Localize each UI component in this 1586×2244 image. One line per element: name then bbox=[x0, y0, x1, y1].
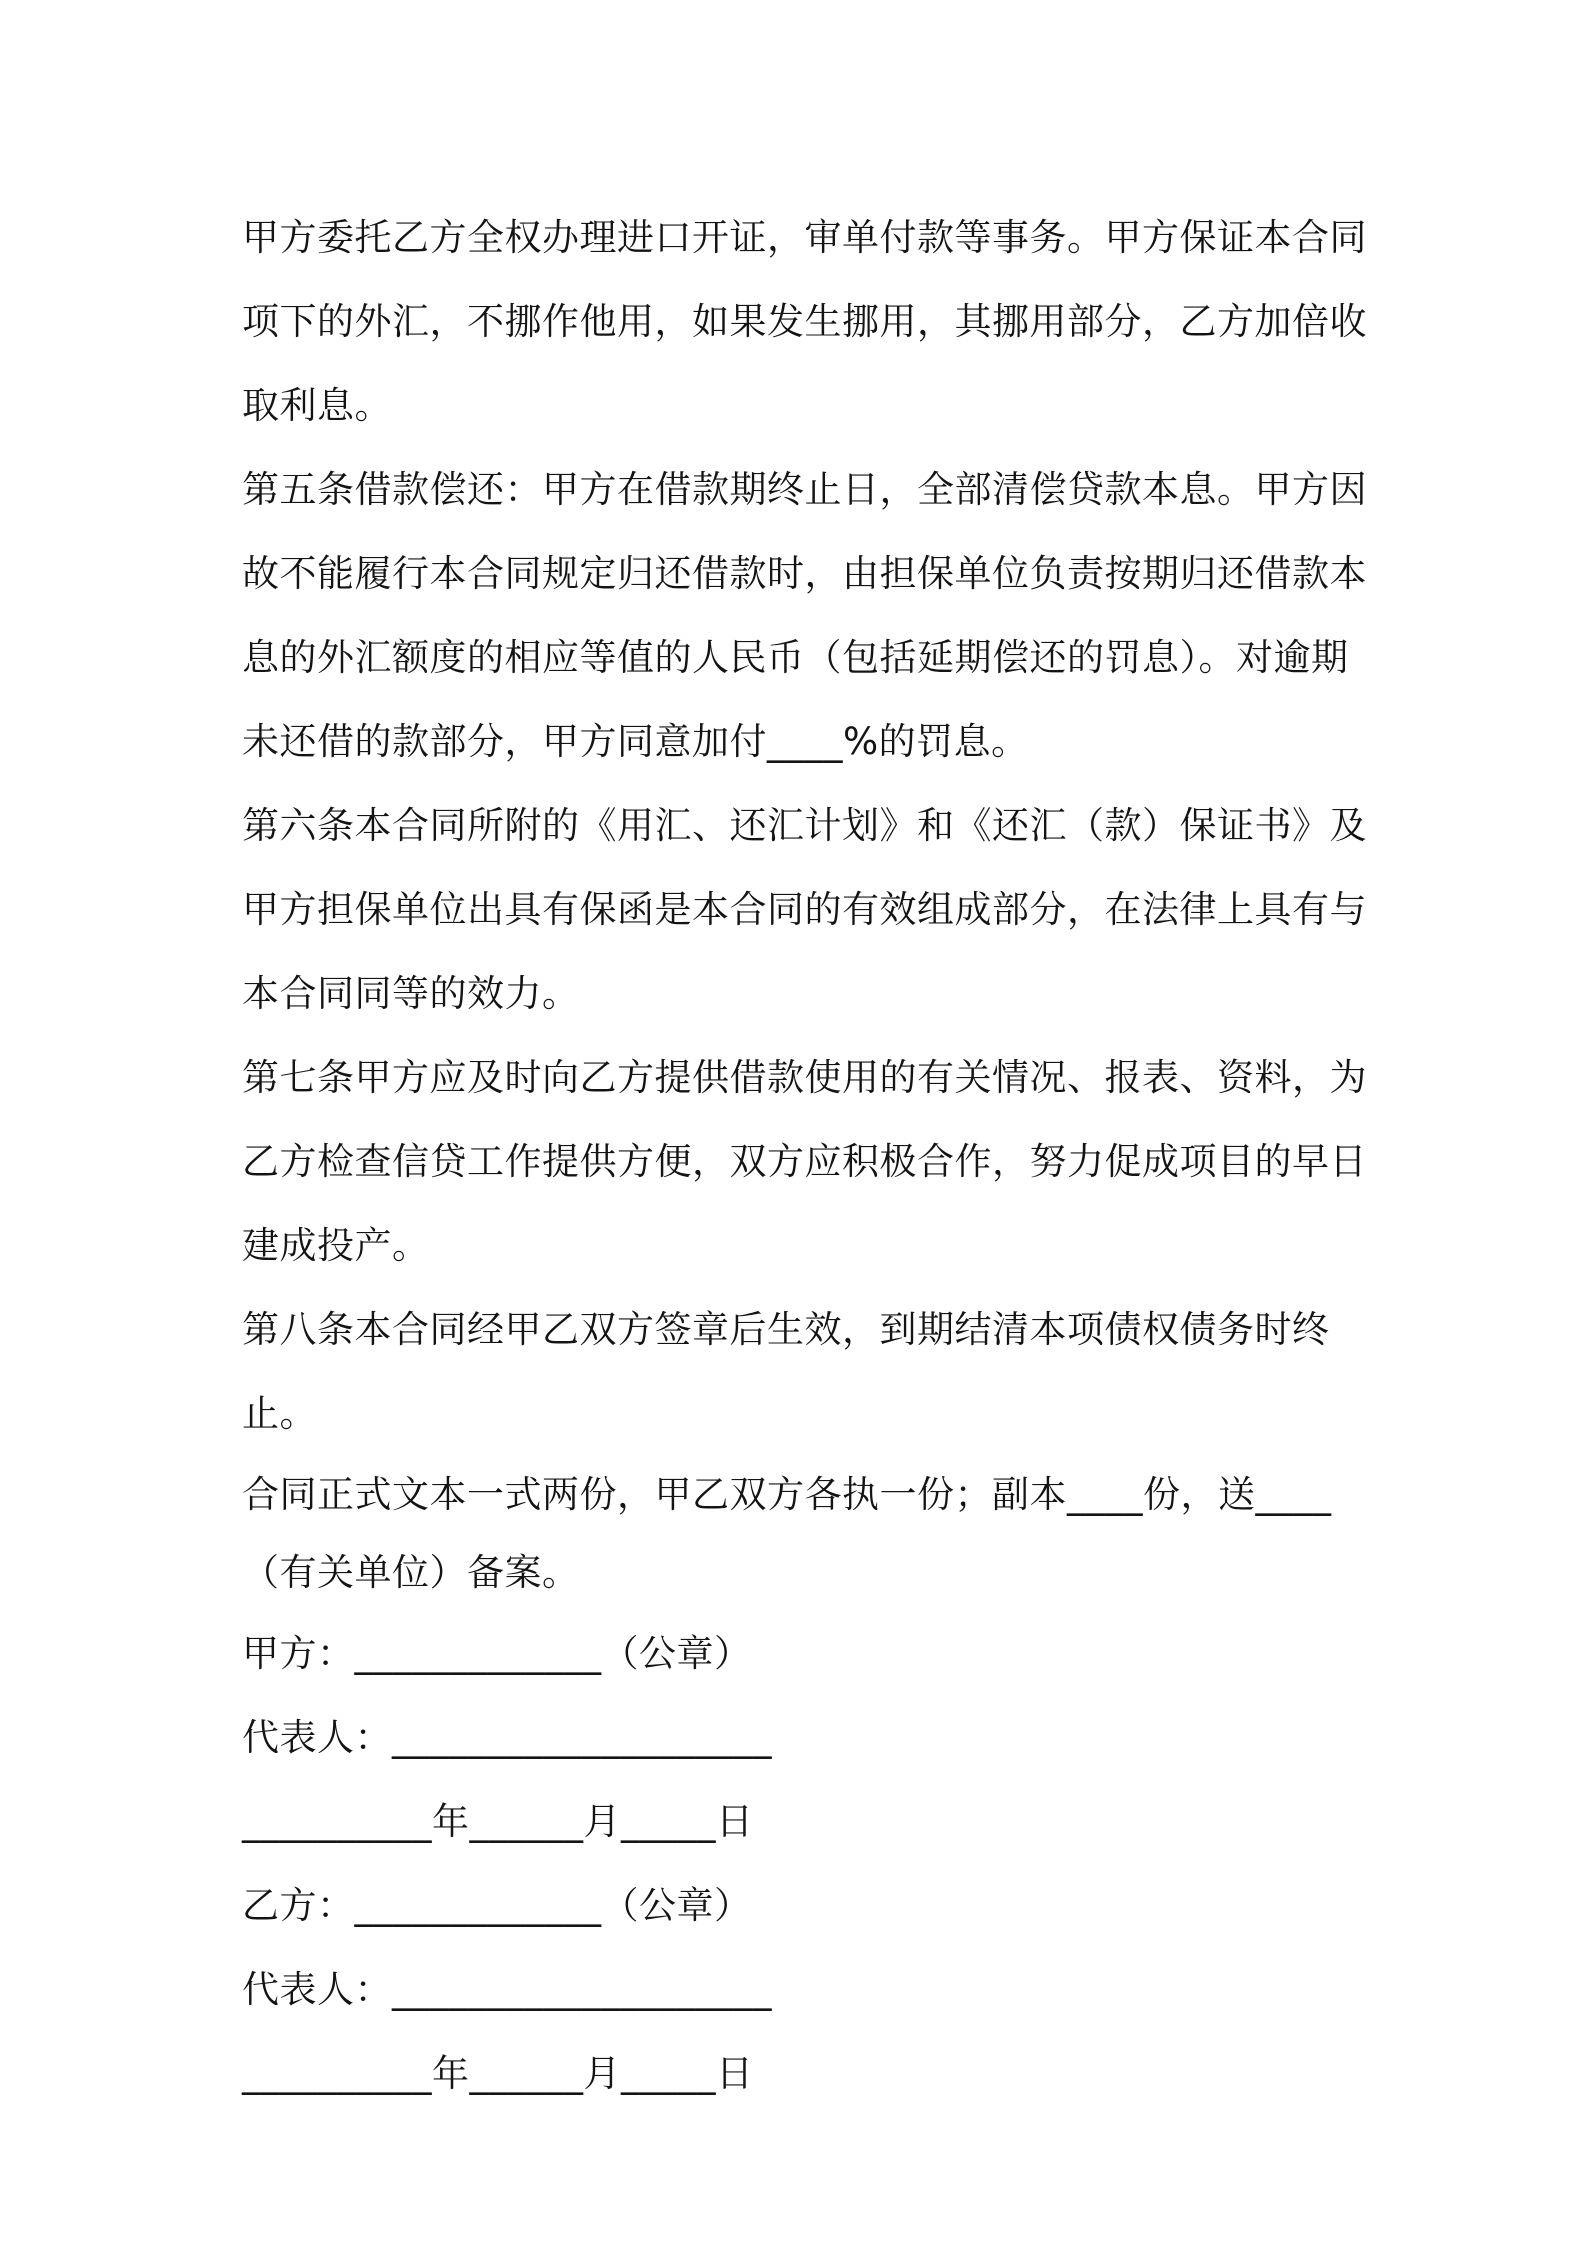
paragraph-foreign-exchange-use: 甲方委托乙方全权办理进口开证，审单付款等事务。甲方保证本合同项下的外汇，不挪作他用，如果发生挪用，其挪用部分，乙方加倍收取利息。 bbox=[242, 216, 1367, 427]
paragraph-article-7-reporting: 第七条甲方应及时向乙方提供借款使用的有关情况、报表、资料，为乙方检查信贷工作提供方便，双方应积极合作，努力促成项目的早日建成投产。 bbox=[242, 1056, 1367, 1267]
party-a-date-line: __________年______月_____日 bbox=[242, 1800, 754, 1843]
document-body bbox=[242, 196, 1372, 2116]
party-b-representative-line: 代表人：____________________ bbox=[242, 1968, 772, 2011]
paragraph-article-6-attachments: 第六条本合同所附的《用汇、还汇计划》和《还汇（款）保证书》及甲方担保单位出具有保函是本合同的有效组成部分，在法律上具有与本合同同等的效力。 bbox=[242, 804, 1367, 1015]
party-b-date-line: __________年______月_____日 bbox=[242, 2052, 754, 2095]
party-b-seal-line: 乙方：_____________（公章） bbox=[242, 1884, 752, 1927]
party-a-representative-line: 代表人：____________________ bbox=[242, 1716, 772, 1759]
party-a-seal-line: 甲方：_____________（公章） bbox=[242, 1632, 752, 1675]
paragraph-copies: 合同正式文本一式两份，甲乙双方各执一份；副本____份，送____（有关单位）备案。 bbox=[242, 1473, 1332, 1594]
paragraph-article-8-effectiveness: 第八条本合同经甲乙双方签章后生效，到期结清本项债权债务时终止。 bbox=[242, 1308, 1330, 1435]
paragraph-article-5-repayment: 第五条借款偿还：甲方在借款期终止日，全部清偿贷款本息。甲方因故不能履行本合同规定归还借款时，由担保单位负责按期归还借款本息的外汇额度的相应等值的人民币（包括延期偿还的罚息）。对逾期未还借的款部分，甲方同意加付____%的罚息。 bbox=[242, 468, 1367, 763]
